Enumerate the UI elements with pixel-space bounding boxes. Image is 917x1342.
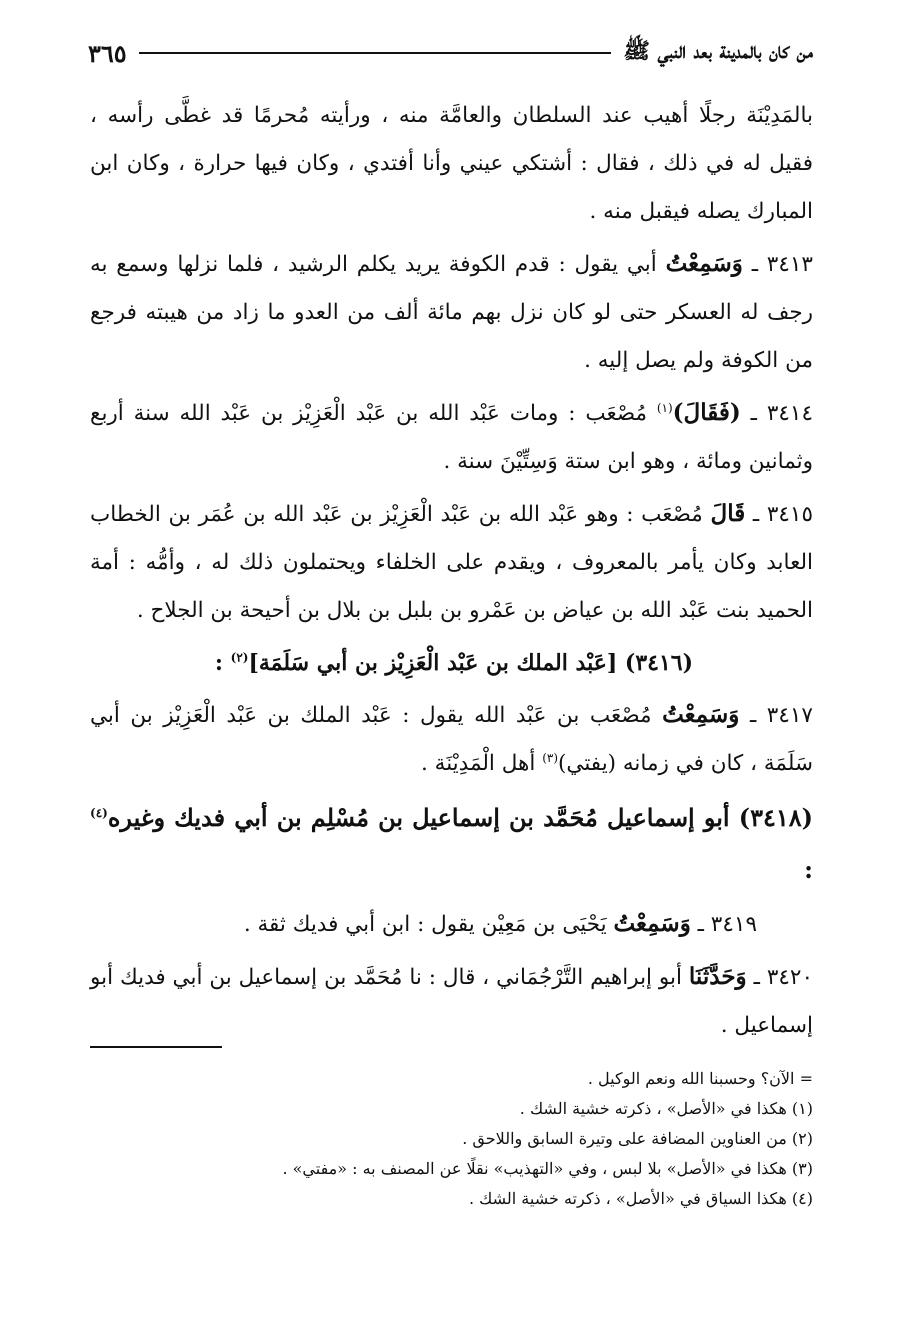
entry-lead-word: وَسَمِعْتُ xyxy=(613,910,691,937)
heading-colon: : xyxy=(804,855,813,884)
footnote-ref[interactable]: (١) xyxy=(656,400,673,415)
paragraph-text: بالمَدِيْنَة رجلًا أهيب عند السلطان والعامَّة منه ، ورأيته مُحرمًا قد غطَّى رأسه ، فقيل له في ذلك ، فقال : أشتكي عيني وأنا أفتدي ، وكان فيها حرارة ، وكان ابن المبارك يصله فيقبل منه . xyxy=(90,103,813,224)
entry-lead-word: قَالَ xyxy=(710,500,746,527)
entry-number: ٣٤١٤ ـ xyxy=(750,401,814,426)
section-title-text: (٣٤١٦) [عَبْد الملك بن عَبْد الْعَزِيْز بن أبي سَلَمَة] xyxy=(248,650,693,676)
main-text xyxy=(90,92,813,1054)
entry-number: ٣٤١٣ ـ xyxy=(751,252,813,277)
chapter-title: من كان بالمدينة بعد النبي ﷺ xyxy=(623,38,813,64)
paragraph-text-end: أهل الْمَدِيْنَة . xyxy=(421,751,536,776)
entry-number: ٣٤١٧ ـ xyxy=(749,703,813,728)
entry-number: ٣٤٢٠ ـ xyxy=(753,965,814,990)
paragraph-text: مُصْعَب : وهو عَبْد الله بن عَبْد الْعَزِيْز بن عَبْد الله بن عُمَر بن الخطاب العابد وكان يأمر بالمعروف ، ويقدم على الخلفاء ويحتملون ذلك له ، وأمُّه : أمة الحميد بنت عَبْد الله بن عياض بن عَمْرو بن بلبل بن بلال بن أحيحة بن الجلاح . xyxy=(90,502,813,623)
footnote-separator xyxy=(90,1046,222,1048)
paragraph-text: مُصْعَب : ومات عَبْد الله بن عَبْد الْعَزِيْز بن عَبْد الله سنة أربع وثمانين ومائة ، وهو ابن ستة وَسِتِّيْنَ سنة . xyxy=(90,401,813,474)
paragraph-3414 xyxy=(90,389,813,486)
paragraph-3417 xyxy=(90,691,813,788)
title-colon: : xyxy=(214,650,223,676)
footnotes xyxy=(90,1064,813,1214)
paragraph-text: مُصْعَب بن عَبْد الله يقول : عَبْد الملك بن عَبْد الْعَزِيْز بن أبي سَلَمَة ، كان في زمانه (يفتي) xyxy=(90,703,813,776)
biography-heading-3418 xyxy=(90,792,813,896)
paragraph-text: يَحْيَى بن مَعِيْن يقول : ابن أبي فديك ثقة . xyxy=(243,912,607,937)
entry-lead-word: وَسَمِعْتُ xyxy=(662,701,740,728)
paragraph-3415 xyxy=(90,490,813,635)
paragraph-text: أبو إبراهيم التَّرْجُمَاني ، قال : نا مُحَمَّد بن إسماعيل بن أبي فديك أبو إسماعيل . xyxy=(90,965,813,1038)
footnote-ref[interactable]: (٢) xyxy=(230,650,249,665)
paragraph-3413 xyxy=(90,240,813,385)
paragraph-3420 xyxy=(90,953,813,1050)
header-rule xyxy=(139,52,612,54)
footnote-ref[interactable]: (٤) xyxy=(90,806,108,820)
entry-lead-word: وَسَمِعْتُ xyxy=(665,250,743,277)
paragraph-continuation xyxy=(90,92,813,236)
entry-lead-word: وَحَدَّثَنَا xyxy=(688,963,747,990)
footnote-4: (٤) هكذا السياق في «الأصل» ، ذكرته خشية الشك . xyxy=(468,1189,813,1208)
footnote-3: (٣) هكذا في «الأصل» بلا لبس ، وفي «التهذيب» نقلًا عن المصنف به : «مفتي» . xyxy=(282,1159,813,1178)
entry-number: ٣٤١٥ ـ xyxy=(752,502,814,527)
paragraph-text: أبي يقول : قدم الكوفة يريد يكلم الرشيد ، فلما نزلها وسمع به رجف له العسكر حتى لو كان نزل بهم مائة ألف من العدو ما زاد من هيبته فرجع من الكوفة ولم يصل إليه . xyxy=(90,252,813,373)
section-title-3416 xyxy=(90,639,813,687)
footnote-continuation: = الآن؟ وحسبنا الله ونعم الوكيل . xyxy=(587,1069,813,1088)
footnote-ref[interactable]: (٣) xyxy=(542,750,559,765)
page-number: ٣٦٥ xyxy=(88,38,127,68)
running-header xyxy=(88,30,813,76)
entry-lead-word: (فَقَالَ) xyxy=(672,399,741,426)
footnote-1: (١) هكذا في «الأصل» ، ذكرته خشية الشك . xyxy=(519,1099,813,1118)
biography-heading-text: (٣٤١٨) أبو إسماعيل مُحَمَّد بن إسماعيل بن مُسْلِم بن أبي فديك وغيره xyxy=(107,803,813,832)
footnote-2: (٢) من العناوين المضافة على وتيرة السابق واللاحق . xyxy=(462,1129,813,1148)
entry-number: ٣٤١٩ ـ xyxy=(697,912,757,937)
paragraph-3419 xyxy=(90,900,813,949)
